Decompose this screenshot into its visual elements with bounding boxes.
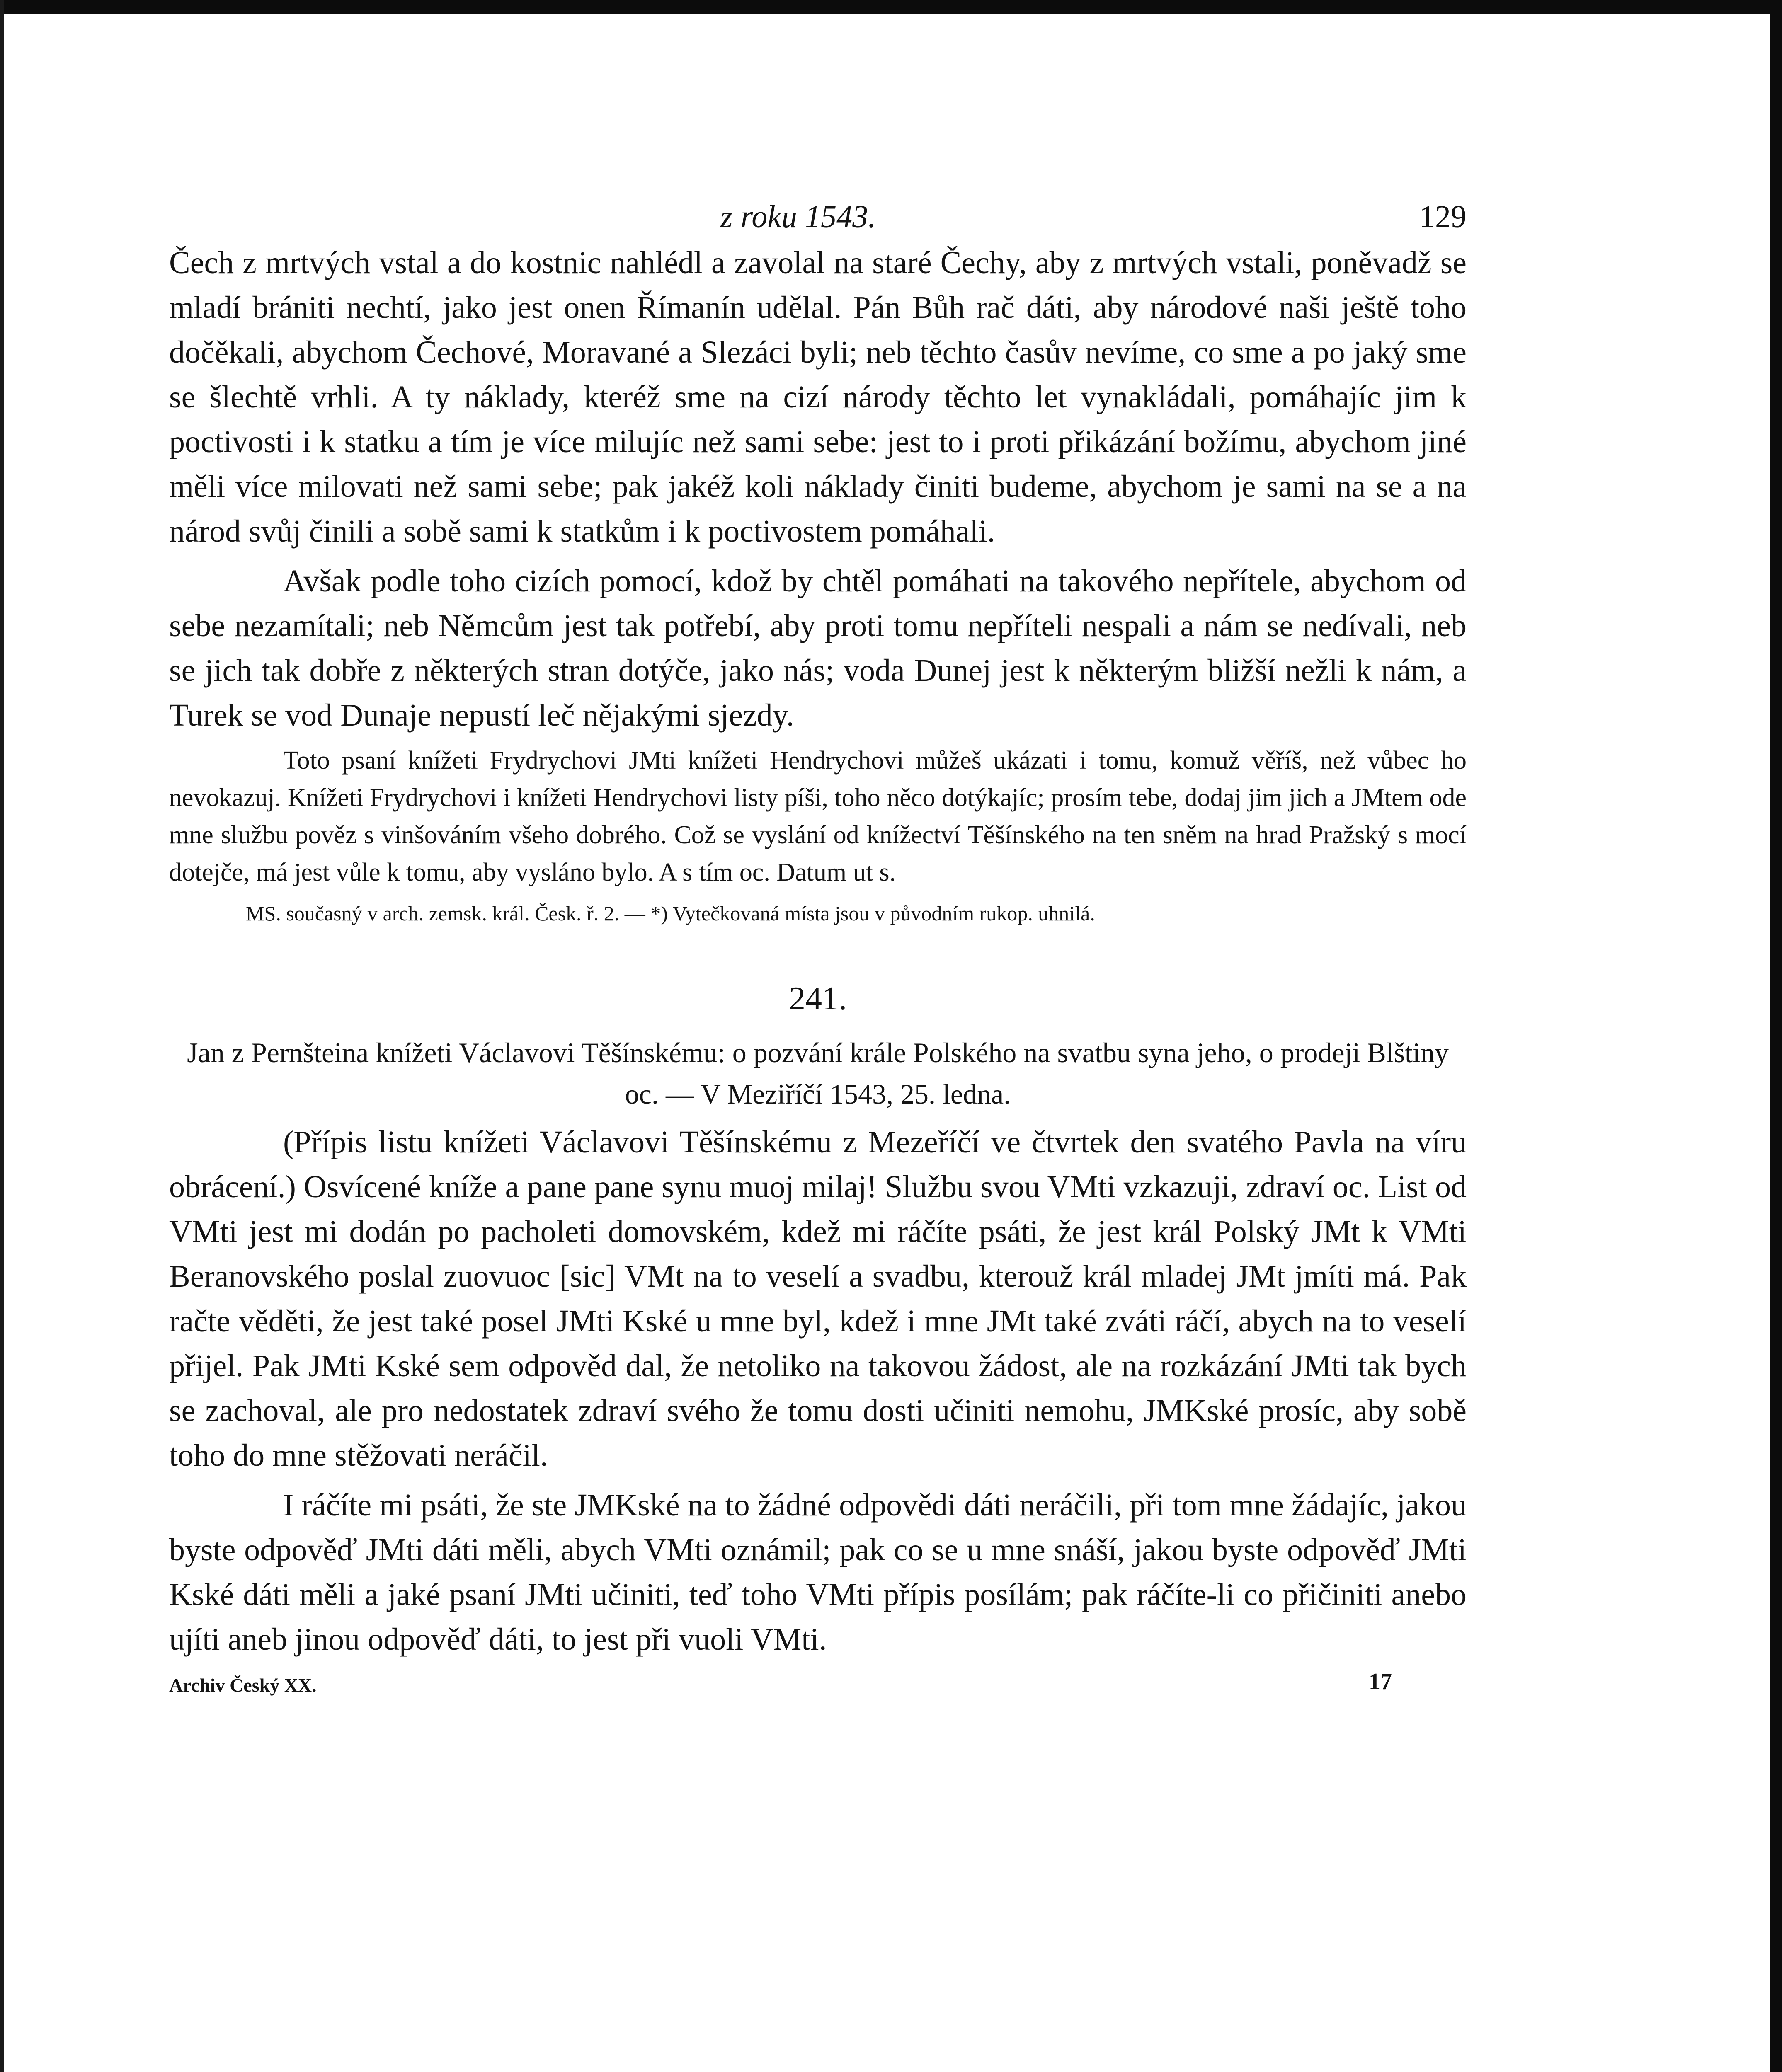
scan-border-left [0,0,4,2072]
paragraph: Avšak podle toho cizích pomocí, kdož by chtěl pomáhati na takového nepřítele, abychom od sebe nezamítali; neb Němcům jest tak potřebí, aby proti tomu nepříteli nespali a nám se nedívali, neb se jich tak dobře z některých stran dotýče, jako nás; voda Dunej jest k některým bližší nežli k nám, a Turek se vod Dunaje nepustí leč nějakými sjezdy. [169,564,1467,733]
source-note: MS. současný v arch. zemsk. král. Česk. ř. 2. — *) Vytečkovaná místa jsou v původním rukop. uhnilá. [246,902,1095,925]
postscript-paragraph: Toto psaní knížeti Frydrychovi JMti knížeti Hendrychovi můžeš ukázati i tomu, komuž věříš, než vůbec ho nevokazuj. Knížeti Frydrychovi i knížeti Hendrychovi listy píši, toho něco dotýkajíc; prosím tebe, dodaj jim jich a JMtem ode mne službu pověz s vinšováním všeho dobrého. Což se vyslání od knížectví Těšínského na ten sněm na hrad Pražský s mocí dotejče, má jest vůle k tomu, aby vysláno bylo. A s tím oc. Datum ut s. [169,746,1467,886]
page-footer [169,1669,1467,1711]
volume-signature: Archiv Český XX. [169,1675,317,1696]
sheet-number: 17 [1369,1669,1392,1694]
book-page [169,195,1467,1711]
scan-border-top [0,0,1782,14]
scan-border-right [1770,0,1782,2072]
page-number: 129 [1419,199,1467,234]
running-head [169,195,1467,240]
letter-paragraph: (Přípis listu knížeti Václavovi Těšínskému z Mezeříčí ve čtvrtek den svatého Pavla na víru obrácení.) Osvícené kníže a pane pane synu muoj milaj! Službu svou VMti vzkazuji, zdraví oc. List od VMti jest mi dodán po pacholeti domovském, kdež mi ráčíte psáti, že jest král Polský JMt k VMti Beranovského poslal zuovuoc [sic] VMt na to veselí a svadbu, kterouž král mladej JMt jmíti má. Pak račte věděti, že jest také posel JMti Kské u mne byl, kdež i mne JMt také zváti ráčí, abych na to veselí přijel. Pak JMti Kské sem odpověd dal, že netoliko na takovou žádost, ale na rozkázání JMti tak bych se zachoval, ale pro nedostatek zdraví svého že tomu dosti učiniti nemohu, JMKské prosíc, aby sobě toho do mne stěžovati neráčil. [169,1125,1467,1473]
running-title: z roku 1543. [720,199,876,234]
paragraph-continued: Čech z mrtvých vstal a do kostnic nahlédl a zavolal na staré Čechy, aby z mrtvých vstali, poněvadž se mladí brániti nechtí, jako jest onen Římanín udělal. Pán Bůh rač dáti, aby národové naši ještě toho dočěkali, abychom Čechové, Moravané a Slezáci byli; neb těchto časův nevíme, co sme a po jaký sme se šlechtě vrhli. A ty náklady, kteréž sme na cizí národy těchto let vynakládali, pomáhajíc jim k poctivosti i k statku a tím je více milujíc než sami sebe: jest to i proti přikázání božímu, abychom jiné měli více milovati než sami sebe; pak jakéž koli náklady činiti budeme, abychom je sami na se a na národ svůj činili a sobě sami k statkům i k poctivostem pomáhali. [169,245,1467,549]
document-number: 241. [789,980,847,1017]
letter-paragraph: I ráčíte mi psáti, že ste JMKské na to žádné odpovědi dáti neráčili, při tom mne žádajíc, jakou byste odpověď JMti dáti měli, abych VMti oznámil; pak co se u mne snáší, jakou byste odpověď JMti Kské dáti měli a jaké psaní JMti učiniti, teď toho VMti přípis posílám; pak ráčíte-li co přičiniti anebo ujíti aneb jinou odpověď dáti, to jest při vuoli VMti. [169,1488,1467,1657]
document-regest: Jan z Pernšteina knížeti Václavovi Těšínskému: o pozvání krále Polského na svatbu syna jeho, o prodeji Blštiny oc. — V Meziříčí 1543, 25. ledna. [187,1037,1449,1110]
